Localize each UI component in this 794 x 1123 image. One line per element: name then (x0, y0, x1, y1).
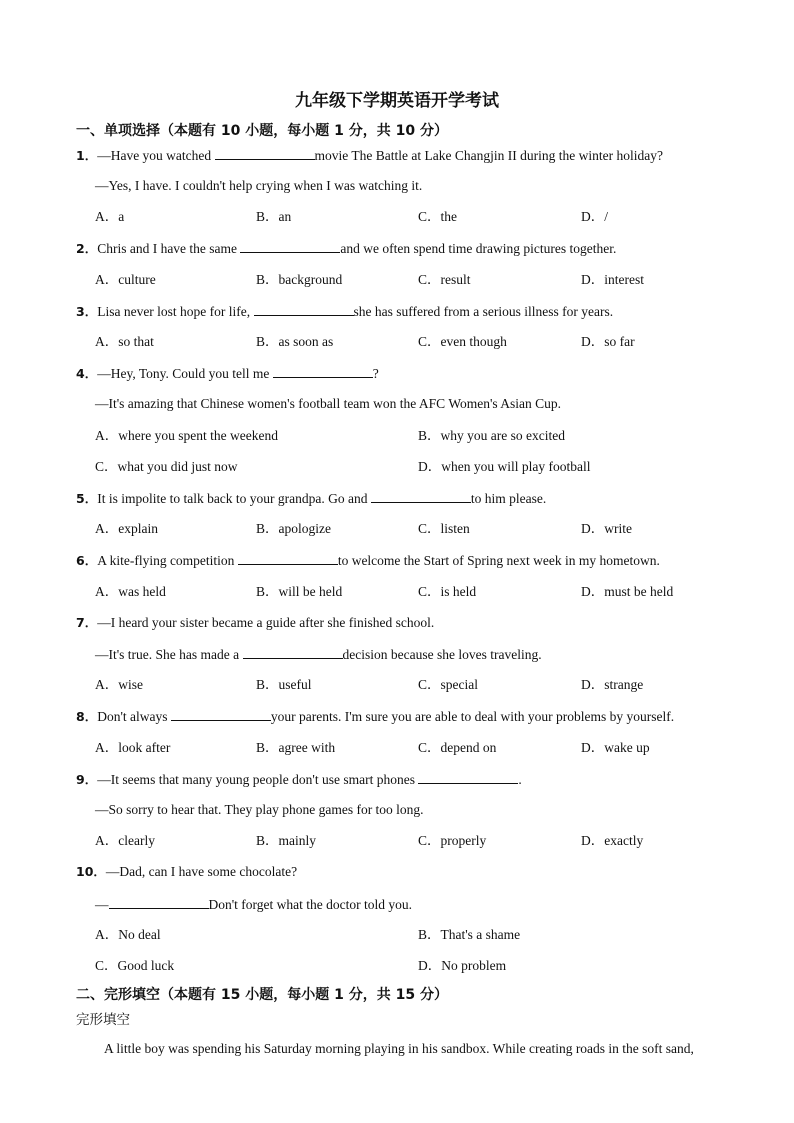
option-a: A．where you spent the weekend (95, 428, 278, 443)
answer-blank (215, 147, 315, 160)
option-a: A．so that (95, 334, 154, 349)
option-c: C．Good luck (95, 958, 175, 973)
question-9: 9．—It seems that many young people don't use smart phones . (76, 772, 522, 787)
option-c: C．properly (418, 833, 487, 848)
option-c: C．result (418, 272, 471, 287)
question-2: 2．Chris and I have the same and we often spend time drawing pictures together. (76, 241, 617, 256)
option-d: D．wake up (581, 740, 650, 755)
option-a: A．wise (95, 677, 143, 692)
question-7: 7．—I heard your sister became a guide after she finished school. (76, 615, 435, 630)
question-8: 8．Don't always your parents. I'm sure you are able to deal with your problems by yourself. (76, 709, 675, 724)
option-d: D．exactly (581, 833, 644, 848)
option-d: D．/ (581, 209, 608, 224)
passage-text: A little boy was spending his Saturday morning playing in his sandbox. While creating roads in the soft sand, (104, 1041, 694, 1056)
option-c: C．what you did just now (95, 459, 238, 474)
answer-blank (254, 303, 354, 316)
option-b: B．an (256, 209, 292, 224)
question-6: 6．A kite-flying competition to welcome the Start of Spring next week in my hometown. (76, 553, 660, 568)
question-4-line2: —It's amazing that Chinese women's football team won the AFC Women's Asian Cup. (95, 396, 562, 411)
question-1: 1．—Have you watched movie The Battle at Lake Changjin II during the winter holiday? (76, 148, 663, 163)
option-c: C．the (418, 209, 457, 224)
option-b: B．background (256, 272, 343, 287)
section-heading-2: 二、完形填空（本题有 15 小题，每小题 1 分，共 15 分） (76, 987, 448, 1003)
section-subtitle: 完形填空 (76, 1012, 130, 1028)
option-c: C．depend on (418, 740, 497, 755)
option-b: B．mainly (256, 833, 316, 848)
option-d: D．write (581, 521, 632, 536)
option-a: A．look after (95, 740, 171, 755)
answer-blank (243, 646, 343, 659)
option-d: D．No problem (418, 958, 507, 973)
option-d: D．so far (581, 334, 635, 349)
question-10: 10．—Dad, can I have some chocolate? (76, 864, 298, 879)
option-c: C．even though (418, 334, 507, 349)
answer-blank (171, 708, 271, 721)
option-a: A．explain (95, 521, 158, 536)
option-a: A．was held (95, 584, 166, 599)
answer-blank (418, 771, 518, 784)
option-a: A．a (95, 209, 125, 224)
option-d: D．when you will play football (418, 459, 591, 474)
question-5: 5．It is impolite to talk back to your grandpa. Go and to him please. (76, 491, 547, 506)
option-a: A．culture (95, 272, 156, 287)
option-d: D．interest (581, 272, 644, 287)
option-c: C．listen (418, 521, 470, 536)
answer-blank (371, 490, 471, 503)
question-10-line2: — Don't forget what the doctor told you. (95, 897, 413, 912)
section-heading-1: 一、单项选择（本题有 10 小题，每小题 1 分，共 10 分） (76, 123, 448, 139)
answer-blank (109, 896, 209, 909)
answer-blank (273, 365, 373, 378)
page-title: 九年级下学期英语开学考试 (295, 91, 499, 111)
option-b: B．will be held (256, 584, 343, 599)
option-c: C．special (418, 677, 478, 692)
option-d: D．strange (581, 677, 644, 692)
option-b: B．as soon as (256, 334, 334, 349)
option-b: B．agree with (256, 740, 336, 755)
option-b: B．That's a shame (418, 927, 521, 942)
option-a: A．No deal (95, 927, 161, 942)
question-1-line2: —Yes, I have. I couldn't help crying when I was watching it. (95, 178, 423, 193)
option-b: B．apologize (256, 521, 331, 536)
question-9-line2: —So sorry to hear that. They play phone games for too long. (95, 802, 424, 817)
option-b: B．useful (256, 677, 312, 692)
answer-blank (238, 552, 338, 565)
answer-blank (240, 240, 340, 253)
question-4: 4．—Hey, Tony. Could you tell me ? (76, 366, 379, 381)
question-7-line2: —It's true. She has made a decision because she loves traveling. (95, 647, 542, 662)
option-d: D．must be held (581, 584, 674, 599)
question-3: 3．Lisa never lost hope for life, she has suffered from a serious illness for years. (76, 304, 614, 319)
option-a: A．clearly (95, 833, 155, 848)
option-c: C．is held (418, 584, 477, 599)
option-b: B．why you are so excited (418, 428, 565, 443)
